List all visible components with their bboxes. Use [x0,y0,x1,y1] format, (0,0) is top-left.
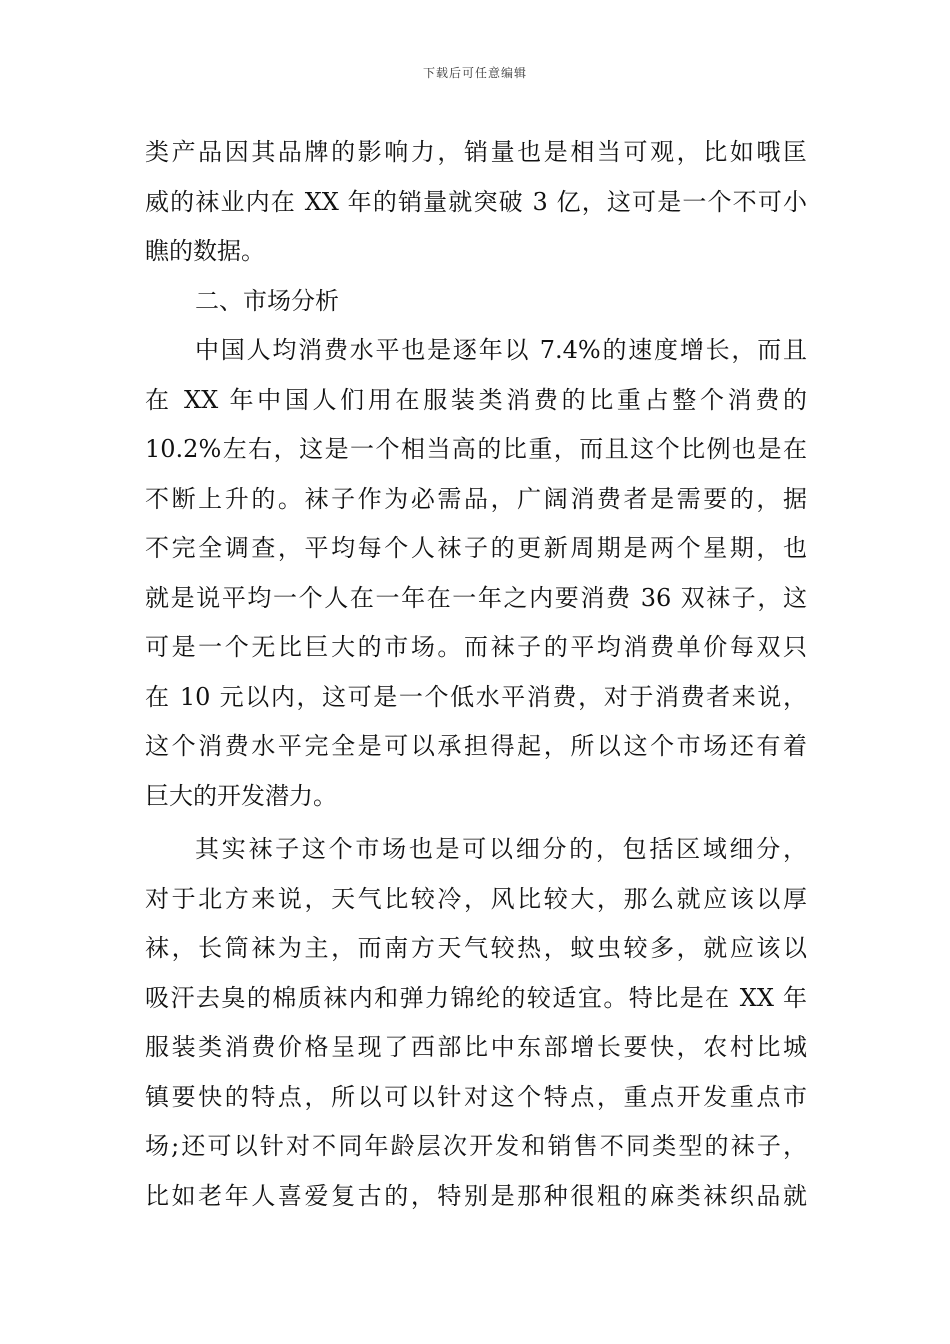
text-line: 在 XX 年中国人们用在服装类消费的比重占整个消费的 [145,385,807,414]
text-line: 不断上升的。袜子作为必需品，广阔消费者是需要的，据 [145,484,807,513]
text-line: 场;还可以针对不同年龄层次开发和销售不同类型的袜子， [145,1132,807,1160]
text-line: 巨大的开发潜力。 [145,781,337,810]
text-line: 服装类消费价格呈现了西部比中东部增长要快，农村比城 [145,1033,807,1061]
text-line: 不完全调查，平均每个人袜子的更新周期是两个星期，也 [145,534,807,562]
text-line: 就是说平均一个人在一年在一年之内要消费 36 双袜子，这 [145,583,807,612]
text-line: 吸汗去臭的棉质袜内和弹力锦纶的较适宜。特比是在 XX 年 [145,983,807,1012]
text-line: 中国人均消费水平也是逐年以 7.4%的速度增长，而且 [195,336,807,364]
header-note: 下载后可任意编辑 [422,66,527,80]
text-line: 镇要快的特点，所以可以针对这个特点，重点开发重点市 [145,1082,807,1111]
body-text [145,128,807,1221]
text-line: 这个消费水平完全是可以承担得起，所以这个市场还有着 [145,732,807,760]
text-line: 对于北方来说，天气比较冷，风比较大，那么就应该以厚 [145,884,807,913]
text-line: 威的袜业内在 XX 年的销量就突破 3 亿，这可是一个不可小 [145,187,807,216]
text-line: 比如老年人喜爱复古的，特别是那种很粗的麻类袜织品就 [145,1181,807,1210]
text-line: 瞧的数据。 [145,237,265,265]
text-line: 可是一个无比巨大的市场。而袜子的平均消费单价每双只 [145,633,807,661]
text-line: 袜，长筒袜为主，而南方天气较热，蚊虫较多，就应该以 [145,934,807,962]
text-line: 二、市场分析 [195,286,339,315]
text-line: 其实袜子这个市场也是可以细分的，包括区域细分， [195,835,807,863]
text-line: 10.2%左右，这是一个相当高的比重，而且这个比例也是在 [145,435,807,463]
text-line: 在 10 元以内，这可是一个低水平消费，对于消费者来说， [145,682,807,711]
text-line: 类产品因其品牌的影响力，销量也是相当可观，比如哦匡 [145,138,807,166]
